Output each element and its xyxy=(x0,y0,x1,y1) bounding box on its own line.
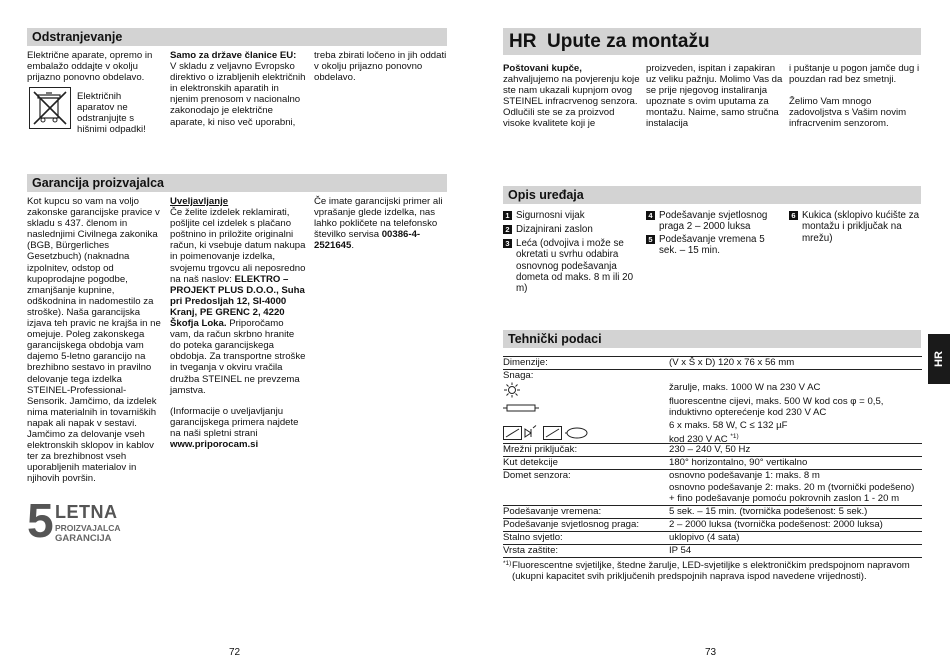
bulb-icon xyxy=(503,382,521,398)
section-title: Opis uređaja xyxy=(508,188,584,202)
page-number: 72 xyxy=(229,647,241,658)
table-row-domet xyxy=(503,470,922,506)
logo-word: LETNA xyxy=(55,502,118,522)
item-number: 4 xyxy=(646,211,655,220)
item-number: 3 xyxy=(503,239,512,248)
side-tab-label: HR xyxy=(933,351,945,367)
row-label: Snaga: xyxy=(503,370,534,381)
garancija-col3 xyxy=(314,196,450,251)
paragraph: Električnih aparatov ne odstranjujte s hišnimi odpadki! xyxy=(77,91,146,136)
section-title: Tehnički podaci xyxy=(508,332,602,346)
footnote-ref: *1) xyxy=(730,433,739,440)
snaga-value-1: žarulje, maks. 1000 W na 230 V AC xyxy=(669,382,821,393)
opis-col2 xyxy=(646,210,784,258)
logo-line2: PROIZVAJALCA xyxy=(55,523,121,533)
garancija-col1 xyxy=(27,196,162,484)
list-item xyxy=(646,210,784,233)
row-value: 5 sek. – 15 min. (tvornička podešenost: 5 sek.) xyxy=(669,506,868,517)
led-esl-icons xyxy=(503,425,593,441)
language-side-tab xyxy=(928,334,950,384)
domet-value-3: + fino podešavanje pomoću pokrovnih zaslon 1 - 20 m xyxy=(669,493,900,504)
opis-col1 xyxy=(503,210,641,296)
row-label: Dimenzije: xyxy=(503,357,548,368)
row-value: (V x Š x D) 120 x 76 x 56 mm xyxy=(669,357,795,368)
list-item xyxy=(503,210,641,221)
section-bar-opis xyxy=(503,186,921,204)
footnote-text: Fluorescentne svjetiljke, štedne žarulje, LED-svjetiljke s elektroničkim predspojnom napravom (ukupni kapacitet svih priključenih predspojnih naprava ispod navedene vrijednosti). xyxy=(512,560,910,583)
list-item xyxy=(503,238,641,295)
intro-col1 xyxy=(503,63,641,130)
address: ELEKTRO – PROJEKT PLUS D.O.O., Suha pri Predosljah 12, SI-4000 Kranj, PE GRENC 2, 4220 Škofja Loka. xyxy=(170,273,305,330)
paragraph xyxy=(170,406,306,450)
row-value: 180° horizontalno, 90° vertikalno xyxy=(669,457,808,468)
item-text: Sigurnosni vijak xyxy=(516,210,585,221)
odstranjevanje-col1 xyxy=(27,50,162,83)
paragraph: zahvaljujemo na povjerenju koje ste nam ukazali kupnjom ovog STEINEL infracrvenog senzora. Odlučili ste se za proizvod visoke kvalitete koji je xyxy=(503,74,640,130)
list-item xyxy=(789,210,923,244)
item-number: 6 xyxy=(789,211,798,220)
table-row-prag xyxy=(503,519,922,532)
logo-line3: GARANCIJA xyxy=(55,533,112,544)
item-text: Podešavanje vremena 5 sek. – 15 min. xyxy=(659,233,765,257)
item-text: Dizajnirani zaslon xyxy=(516,224,593,236)
snaga-value-3a: 6 x maks. 58 W, C ≤ 132 µF xyxy=(669,420,788,431)
table-row-vrsta xyxy=(503,545,922,558)
snaga-value-2a: fluorescentne cijevi, maks. 500 W kod cos φ = 0,5, xyxy=(669,396,884,407)
table-row-snaga xyxy=(503,370,922,444)
odstranjevanje-col2 xyxy=(170,50,307,128)
fluorescent-tube-icon xyxy=(503,404,539,412)
header-lang: HR xyxy=(509,31,537,52)
domet-value-2: osnovno podešavanje 2: maks. 20 m (tvornički podešeno) xyxy=(669,481,915,493)
section-title: Odstranjevanje xyxy=(32,30,123,44)
paragraph xyxy=(170,207,306,396)
row-label: Mrežni priključak: xyxy=(503,444,578,455)
row-value: uklopivo (4 sata) xyxy=(669,532,740,543)
table-row-dimenzije xyxy=(503,357,922,370)
paragraph: proizveden, ispitan i zapakiran uz veliku pažnju. Molimo Vas da se prije njegovog instaliranja upoznate s ovim uputama za montažu. Naime, samo stručna instalacija xyxy=(646,63,783,130)
header-bar xyxy=(503,28,921,55)
intro-col3 xyxy=(789,63,923,129)
list-item xyxy=(646,234,784,257)
phone-number: 00386-4-2521645 xyxy=(314,229,421,252)
item-text: Podešavanje svjetlosnog praga 2 – 2000 luksa xyxy=(659,210,768,233)
row-value: 2 – 2000 luksa (tvornička podešenost: 2000 luksa) xyxy=(669,519,883,530)
paragraph: V skladu z veljavno Evropsko direktivo o izrabljenih električnih in elektronskih aparatih in njenim prenosom v nacionalno zakonodajo je električne aparate, ki niso več uporabni, xyxy=(170,61,306,128)
section-bar-tehnicki xyxy=(503,330,921,348)
subheading: Samo za države članice EU: xyxy=(170,50,297,61)
item-number: 1 xyxy=(503,211,512,220)
row-label: Stalno svjetlo: xyxy=(503,532,563,543)
subheading: Uveljavljanje xyxy=(170,196,229,207)
row-value: IP 54 xyxy=(669,545,692,556)
item-number: 5 xyxy=(646,235,655,244)
odstranjevanje-col1b xyxy=(77,91,161,135)
row-label: Kut detekcije xyxy=(503,457,558,468)
text: kod 230 V AC xyxy=(669,434,728,446)
table-row-vrijeme xyxy=(503,506,922,519)
row-label: Vrsta zaštite: xyxy=(503,545,559,556)
crossed-bin-icon xyxy=(29,87,71,129)
text: . xyxy=(351,240,355,252)
text: Priporočamo vam, da račun skrbno hranite do poteka garancijskega obdobja. Za transportne stroške in tveganja v okviru vračila družba STEINEL ne prevzema jamstva. xyxy=(170,318,306,396)
list-item xyxy=(503,224,641,235)
page-number: 73 xyxy=(705,647,717,658)
logo-number: 5 xyxy=(27,495,54,548)
footnote-mark: *1) xyxy=(503,560,512,567)
section-bar-garancija xyxy=(27,174,447,192)
subheading: Poštovani kupče, xyxy=(503,63,582,74)
row-value: 230 – 240 V, 50 Hz xyxy=(669,444,751,455)
table-row-kut xyxy=(503,457,922,470)
text: Če želite izdelek reklamirati, pošljite cel izdelek s plačano poštnino in priložite originalni račun, ki vsebuje datum nakupa in poimenovanje izdelka, svojemu trgovcu ali neposredno na naš naslov: xyxy=(170,207,306,285)
item-text: Kukica (sklopivo kućište za montažu i priključak na mrežu) xyxy=(802,210,920,244)
section-title: Garancija proizvajalca xyxy=(32,176,165,190)
paragraph: Kot kupcu so vam na voljo zakonske garancijske pravice v skladu s 437. členom in naslednjimi Civilnega zakonika (BGB, Bürgerliches Gesetzbuch) (naknadna izpolnitev, odstop od kupoprodajne pogodbe, zmanjšanje kupnine, odškodnina in nadomestilo za stroške). Naša garancijska izjava teh pravic ne krajša in ne omejuje. Poleg zakonskega garancijskega obdobja vam dajemo 5-letno garancijo na brezhibno sestavo in pravilno delovanje tega izdelka STEINEL-Professional-Sensorik. Jamčimo, da izdelek nima materialnih in tovarniških napak ali napak v sestavi. Jamčimo za delovanje vseh elektronskih sklopov in kablov ter za brezhibnost vseh uporabljenih materialov in njihovih površin. xyxy=(27,196,161,485)
web-link[interactable]: www.priporocam.si xyxy=(170,438,259,450)
domet-value-1: osnovno podešavanje 1: maks. 8 m xyxy=(669,470,820,481)
text: (Informacije o uveljavljanju garancijskega primera najdete na naši spletni strani xyxy=(170,405,299,439)
row-label: Domet senzora: xyxy=(503,470,571,481)
paragraph: Želimo Vam mnogo zadovoljstva s Vašim novim infracrvenim senzorom. xyxy=(789,96,907,130)
table-row-stalno xyxy=(503,532,922,545)
item-number: 2 xyxy=(503,225,512,234)
odstranjevanje-col3 xyxy=(314,50,450,83)
paragraph: Električne aparate, opremo in embalažo oddajte v okolju prijazno ponovno obdelavo. xyxy=(27,50,153,84)
paragraph: treba zbirati ločeno in jih oddati v okolju prijazno ponovno obdelavo. xyxy=(314,50,447,84)
garancija-col2 xyxy=(170,196,306,450)
section-bar-odstranjevanje xyxy=(27,28,447,46)
table-row-mrezni xyxy=(503,444,922,457)
paragraph xyxy=(314,196,450,251)
text: Če imate garancijski primer ali vprašanje glede izdelka, nas lahko pokličete na telefonsko številko servisa xyxy=(314,196,443,241)
item-text: Leća (odvojiva i može se okretati u svrhu odabira osnovnog podešavanja dometa od maks. 8 m ili 20 m) xyxy=(516,237,634,295)
row-label: Podešavanje svjetlosnog praga: xyxy=(503,519,640,530)
row-label: Podešavanje vremena: xyxy=(503,506,602,517)
intro-col2 xyxy=(646,63,783,130)
header-title: Upute za montažu xyxy=(547,31,710,52)
opis-col3 xyxy=(789,210,923,245)
snaga-value-2b: induktivno opterećenje kod 230 V AC xyxy=(669,407,827,418)
paragraph: i puštanje u pogon jamče dug i pouzdan rad bez smetnji. xyxy=(789,63,920,86)
warranty-logo xyxy=(27,495,127,550)
